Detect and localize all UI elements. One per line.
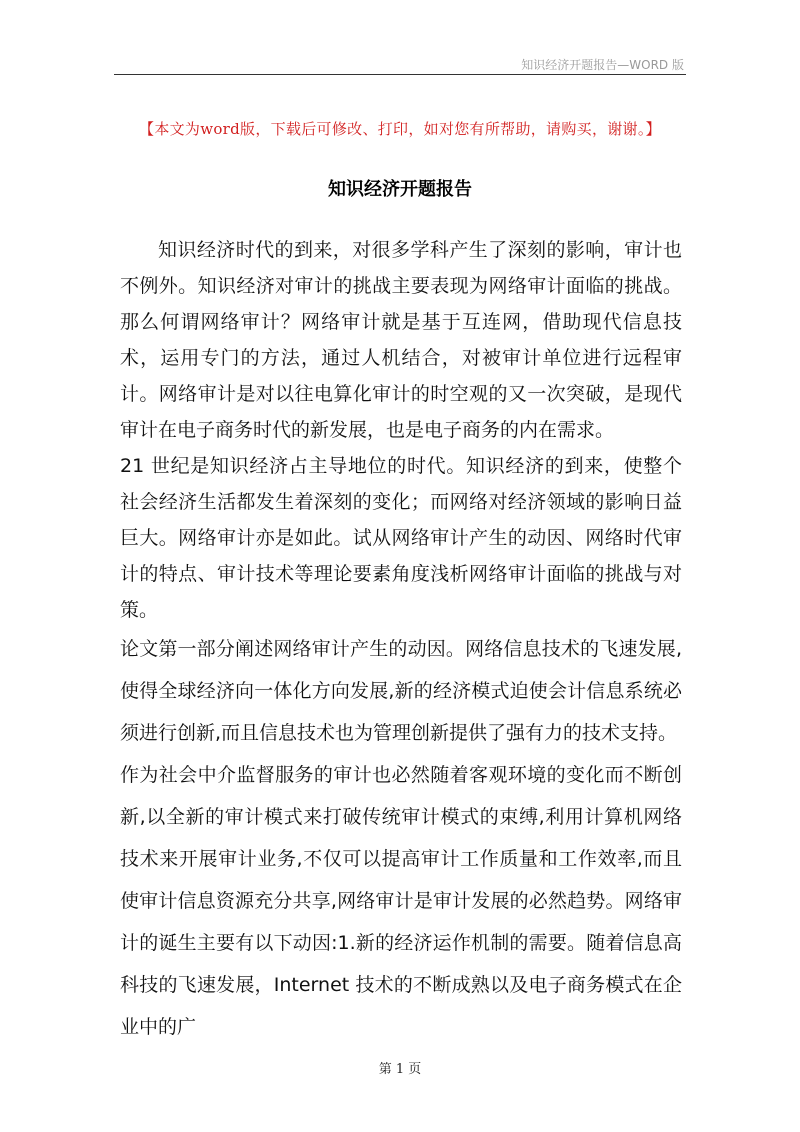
running-header: 知识经济开题报告—WORD 版 (521, 58, 684, 72)
header-divider (114, 74, 686, 75)
paragraph: 作为社会中介监督服务的审计也必然随着客观环境的变化而不断创新,以全新的审计模式来打破传统审计模式的束缚,利用计算机网络技术来开展审计业务,不仅可以提高审计工作质量和工作效率,而且使审计信息资源充分共享,网络审计是审计发展的必然趋势。网络审计的诞生主要有以下动因:1.新的经济运作机制的需要。随着信息高科技的飞速发展，Internet 技术的不断成熟以及电子商务模式在企业中的广 (120, 764, 682, 1038)
page-number: 第 1 页 (378, 1062, 422, 1077)
document-title: 知识经济开题报告 (328, 179, 472, 200)
download-notice: 【本文为word版，下载后可修改、打印，如对您有所帮助，请购买，谢谢。】 (139, 120, 661, 138)
paragraph: 知识经济时代的到来，对很多学科产生了深刻的影响，审计也不例外。知识经济对审计的挑战主要表现为网络审计面临的挑战。那么何谓网络审计？网络审计就是基于互连网，借助现代信息技术，运用专门的方法，通过人机结合，对被审计单位进行远程审计。网络审计是对以往电算化审计的时空观的又一次突破，是现代审计在电子商务时代的新发展，也是电子商务的内在需求。 (120, 239, 682, 441)
document-body (120, 232, 682, 1048)
paragraph: 论文第一部分阐述网络审计产生的动因。网络信息技术的飞速发展,使得全球经济向一体化方向发展,新的经济模式迫使会计信息系统必须进行创新,而且信息技术也为管理创新提供了强有力的技术支持。 (120, 638, 682, 744)
paragraph: 21 世纪是知识经济占主导地位的时代。知识经济的到来，使整个社会经济生活都发生着深刻的变化；而网络对经济领域的影响日益巨大。网络审计亦是如此。试从网络审计产生的动因、网络时代审计的特点、审计技术等理论要素角度浅析网络审计面临的挑战与对策。 (120, 455, 682, 621)
